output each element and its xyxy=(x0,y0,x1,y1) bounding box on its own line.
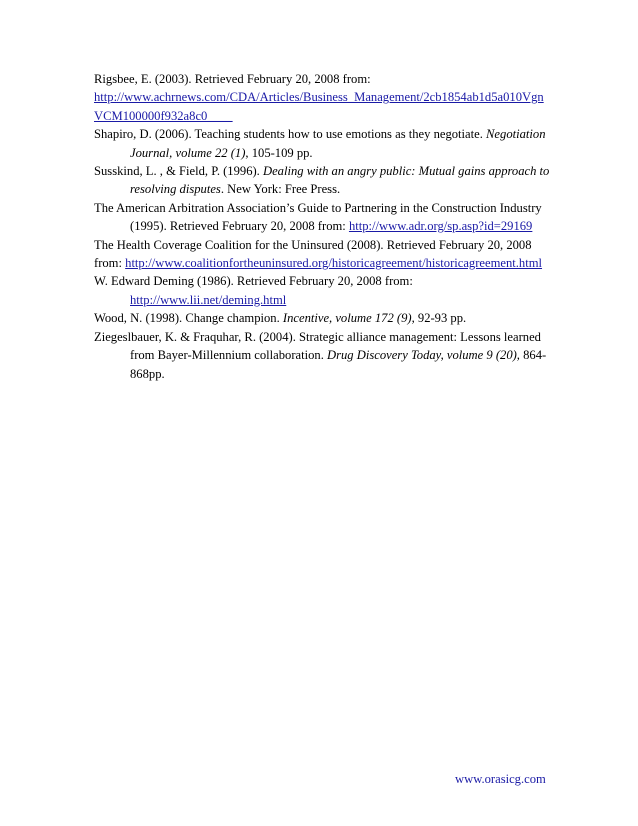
reference-link[interactable]: http://www.adr.org/sp.asp?id=29169 xyxy=(348,219,533,234)
reference-text: W. Edward Deming (1986). Retrieved February 20, 2008 from: xyxy=(94,274,413,289)
reference-journal: Incentive, volume 172 (9), xyxy=(282,311,415,326)
reference-hcc xyxy=(94,236,554,273)
reference-text: Rigsbee, E. (2003). Retrieved February 20, 2008 from: xyxy=(94,72,371,86)
reference-text: The American Arbitration Association’s Guide to Partnering in the Construction Industry (1995). Retrieved February 20, 2008 from: xyxy=(94,200,542,234)
reference-text-from: from: xyxy=(94,256,126,271)
reference-link[interactable]: http://www.coalitionfortheuninsured.org/historicagreement/historicagreement.html xyxy=(125,256,543,271)
reference-journal: Negotiation Journal, volume 22 (1) xyxy=(130,127,546,160)
reference-link[interactable]: http://www.achrnews.com/CDA/Articles/Business_Management/2cb1854ab1d5a010Vgn xyxy=(94,90,544,105)
reference-link-continued[interactable]: VCM100000f932a8c0____ xyxy=(94,108,233,123)
reference-susskind xyxy=(94,162,554,199)
reference-link[interactable]: http://www.lii.net/deming.html xyxy=(130,292,287,307)
reference-deming xyxy=(94,272,554,309)
reference-ziegeslbauer xyxy=(94,328,554,383)
reference-pages: 864-868pp. xyxy=(130,348,547,381)
reference-pages: 92-93 pp. xyxy=(414,311,467,326)
reference-list xyxy=(94,70,554,383)
reference-publisher: . New York: Free Press. xyxy=(220,182,341,197)
reference-rigsbee xyxy=(94,70,554,125)
footer-website[interactable]: www.orasicg.com xyxy=(455,772,546,786)
reference-shapiro xyxy=(94,125,554,162)
reference-book-title: Dealing with an angry public: Mutual gains approach to resolving disputes xyxy=(130,164,550,197)
reference-text: The Health Coverage Coalition for the Uninsured (2008). Retrieved February 20, 2008 xyxy=(94,237,532,252)
reference-journal: Drug Discovery Today, volume 9 (20), xyxy=(327,348,520,363)
reference-pages: , 105-109 pp. xyxy=(245,145,313,160)
reference-text: Shapiro, D. (2006). Teaching students how to use emotions as they negotiate. xyxy=(94,127,487,142)
reference-text: Susskind, L. , & Field, P. (1996). xyxy=(94,164,263,179)
reference-aaa xyxy=(94,199,554,236)
reference-text: Ziegeslbauer, K. & Fraquhar, R. (2004). Strategic alliance management: Lessons learned from Bayer-Millennium collaboration. xyxy=(94,329,541,363)
reference-wood xyxy=(94,309,554,327)
reference-text: Wood, N. (1998). Change champion. xyxy=(94,311,283,326)
